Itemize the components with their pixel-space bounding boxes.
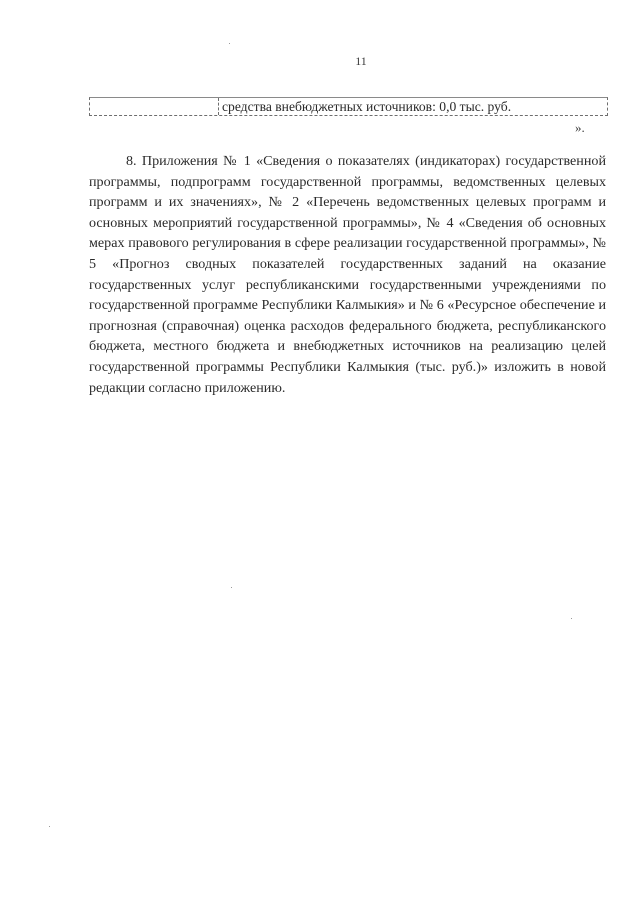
paragraph-8-appendices: 8. Приложения № 1 «Сведения о показателях (индикаторах) государственной программы, подпрограмм государственной программы, ведомственных целевых программ и их значениях», № 2 «Перечень ведомственных целевых программ и основных мероприятий государственной программы», № 4 «Сведения об основных мерах правового регулирования в сфере реализации государственной программы», № 5 «Прогноз сводных показателей государственных заданий на оказание государственных услуг республиканскими государственными учреждениями по государственной программе Республики Калмыкия» и № 6 «Ресурсное обеспечение и прогнозная (справочная) оценка расходов федерального бюджета, республиканского бюджета, местного бюджета и внебюджетных источников на реализацию целей государственной программы Республики Калмыкия (тыс. руб.)» изложить в новой редакции согласно приложению.	[89, 153, 606, 396]
page-number: 11	[355, 54, 367, 68]
scan-speck	[49, 826, 50, 827]
table-cell-empty	[90, 98, 219, 115]
scan-speck	[571, 618, 572, 619]
closing-quote: ».	[575, 120, 585, 135]
scan-speck	[231, 587, 232, 588]
scan-speck	[229, 43, 230, 44]
table-cell-extrabudgetary-funds: средства внебюджетных источников: 0,0 тыс. руб.	[222, 99, 512, 114]
budget-table-row	[89, 97, 608, 116]
